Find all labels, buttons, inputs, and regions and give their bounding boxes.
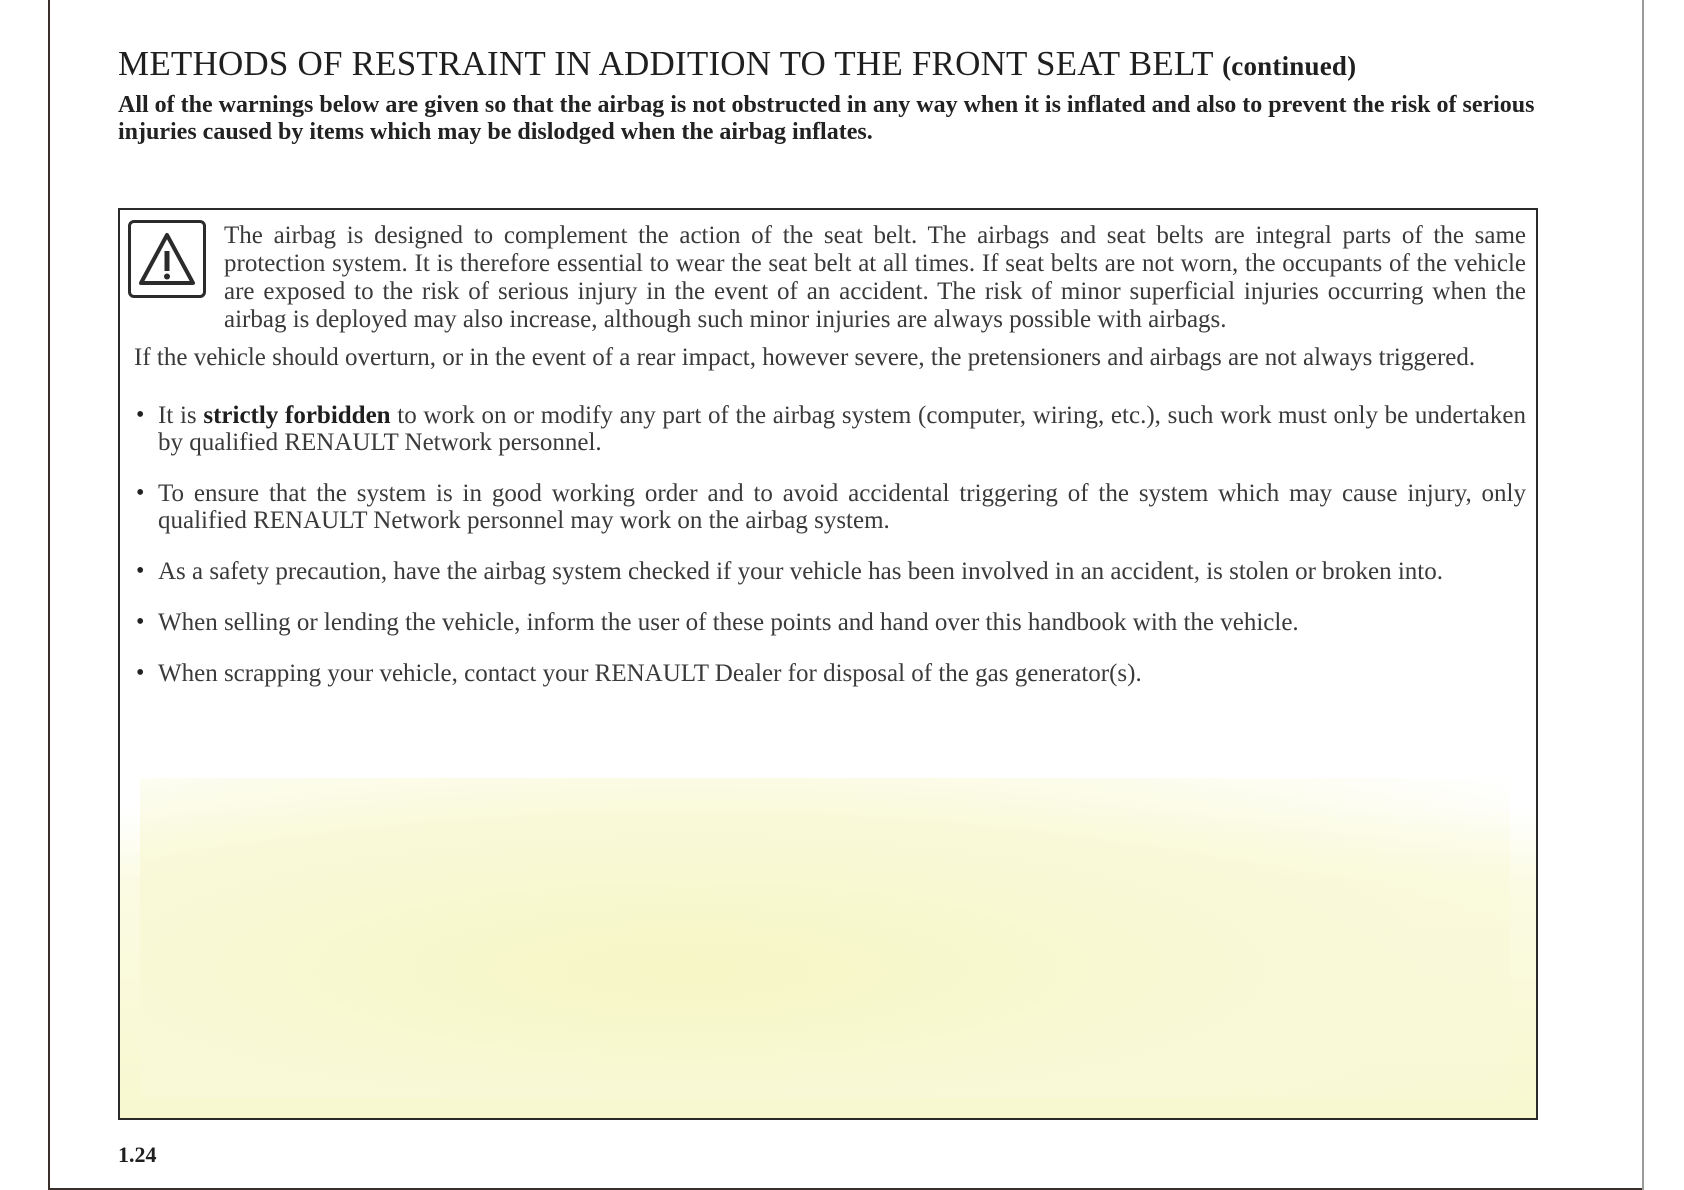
paper-tint [140,778,1510,1098]
warning-bullet-list [134,402,1526,687]
warning-paragraph-2: If the vehicle should overturn, or in the event of a rear impact, however severe, the pretensioners and airbags are not always triggered. [134,344,1476,371]
page-title [118,44,1578,84]
intro-text: All of the warnings below are given so that the airbag is not obstructed in any way when it is inflated and also to prevent the risk of serious injuries caused by items which may be dislodged when the airbag inflates. [118,92,1535,145]
list-item: • When selling or lending the vehicle, inform the user of these points and hand over this handbook with the vehicle. [134,609,1526,636]
warning-paragraph-1-text: The airbag is designed to complement the action of the seat belt. The airbags and seat belts are integral parts of the same protection system. It is therefore essential to wear the seat belt at all times. If seat belts are not worn, the occupants of the vehicle are exposed to the risk of serious injury in the event of an accident. The risk of minor superficial injuries occurring when the airbag is deployed may also increase, although such minor injuries are always possible with airbags. [224,222,1526,333]
page-edge-rule [1642,0,1644,1190]
warning-box [118,208,1538,1120]
title-suffix: (continued) [1222,51,1357,81]
list-item: • As a safety precaution, have the airbag system checked if your vehicle has been involved in an accident, is stolen or broken into. [134,558,1526,585]
title-text: METHODS OF RESTRAINT IN ADDITION TO THE FRONT SEAT BELT [118,44,1214,83]
emphasis-text: strictly forbidden [203,402,391,429]
warning-content [120,210,1536,687]
bullet-text: to work on or modify any part of the airbag system (computer, wiring, etc.), such work must only be undertaken by qualified RENAULT Network personnel. [158,402,1526,456]
page-number: 1.24 [118,1142,157,1167]
list-item [134,402,1526,456]
warning-paragraph-1 [134,222,1526,334]
list-item: • To ensure that the system is in good working order and to avoid accidental triggering of the system which may cause injury, only qualified RENAULT Network personnel may work on the airbag system. [134,480,1526,534]
list-item: • When scrapping your vehicle, contact your RENAULT Dealer for disposal of the gas generator(s). [134,660,1526,687]
bullet-text: It is [158,402,204,429]
